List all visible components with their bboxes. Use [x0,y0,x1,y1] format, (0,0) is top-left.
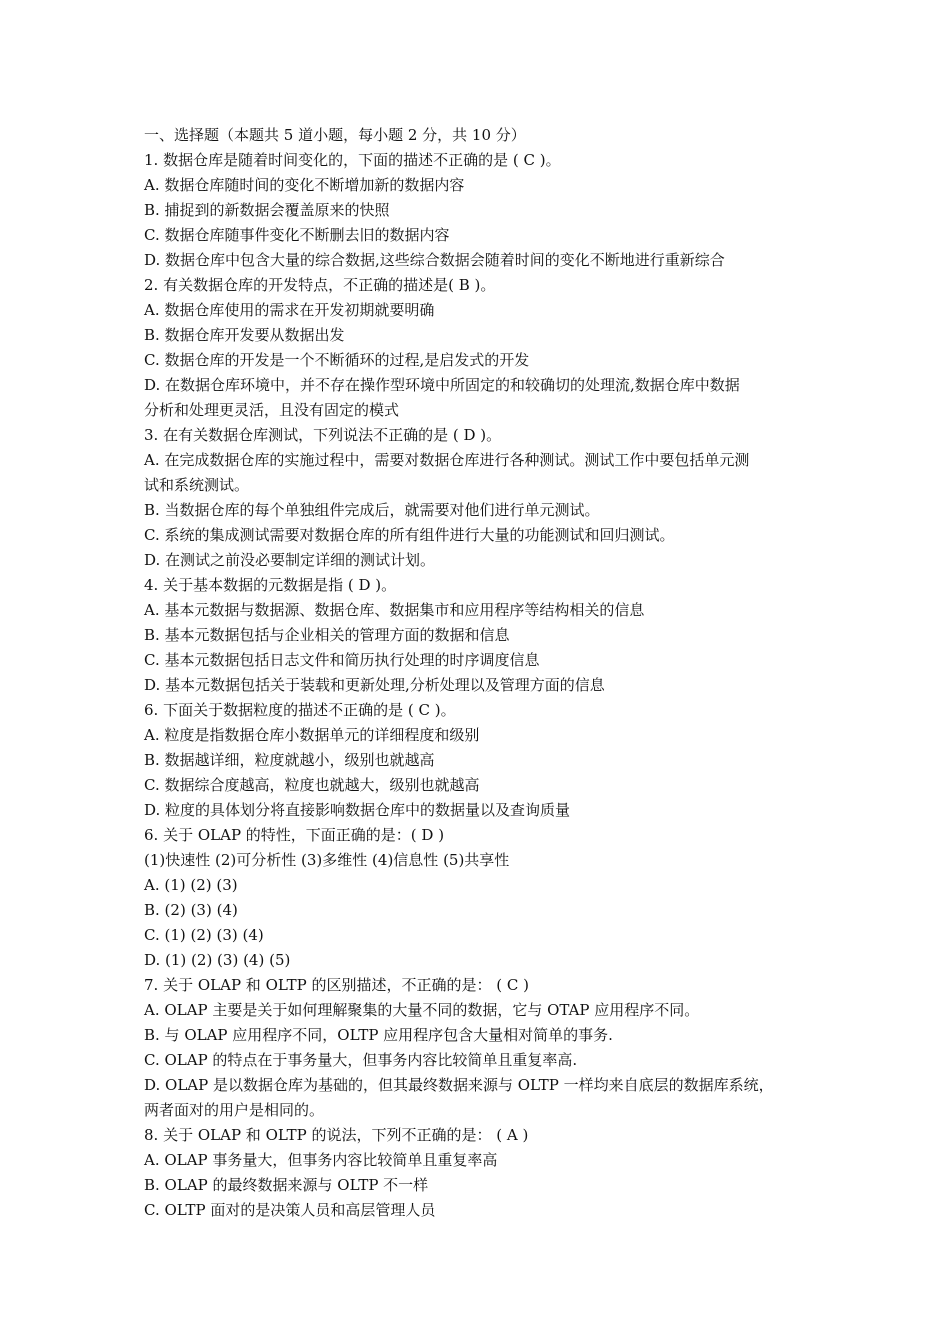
text-line: 分析和处理更灵活，且没有固定的模式 [144,401,400,419]
text-line: (1)快速性 (2)可分析性 (3)多维性 (4)信息性 (5)共享性 [144,851,510,869]
text-line: A. 数据仓库使用的需求在开发初期就要明确 [144,301,435,319]
text-line: C. 系统的集成测试需要对数据仓库的所有组件进行大量的功能测试和回归测试。 [144,526,675,544]
text-line: 1. 数据仓库是随着时间变化的，下面的描述不正确的是 ( C )。 [144,151,561,169]
text-line: 试和系统测试。 [144,476,250,494]
text-line: B. 当数据仓库的每个单独组件完成后，就需要对他们进行单元测试。 [144,501,600,519]
text-line: A. 基本元数据与数据源、数据仓库、数据集市和应用程序等结构相关的信息 [144,601,645,619]
text-line: A. 数据仓库随时间的变化不断增加新的数据内容 [144,176,465,194]
text-line: A. 粒度是指数据仓库小数据单元的详细程度和级别 [144,726,480,744]
text-line: 6. 关于 OLAP 的特性，下面正确的是：( D ) [144,826,445,844]
text-line: D. 数据仓库中包含大量的综合数据,这些综合数据会随着时间的变化不断地进行重新综合 [144,251,725,269]
text-line: B. (2) (3) (4) [144,901,238,919]
text-line: D. 在数据仓库环境中，并不存在操作型环境中所固定的和较确切的处理流,数据仓库中数据 [144,376,740,394]
text-line: B. 数据仓库开发要从数据出发 [144,326,345,344]
text-line: B. 基本元数据包括与企业相关的管理方面的数据和信息 [144,626,510,644]
text-line: D. 在测试之前没必要制定详细的测试计划。 [144,551,436,569]
text-line: 3. 在有关数据仓库测试，下列说法不正确的是 ( D )。 [144,426,502,444]
text-line: D. OLAP 是以数据仓库为基础的，但其最终数据来源与 OLTP 一样均来自底层的数据库系统， [144,1076,774,1094]
text-line: C. 基本元数据包括日志文件和简历执行处理的时序调度信息 [144,651,540,669]
text-line: C. OLAP 的特点在于事务量大，但事务内容比较简单且重复率高. [144,1051,578,1069]
text-line: 8. 关于 OLAP 和 OLTP 的说法，下列不正确的是： ( A ) [144,1126,529,1144]
text-line: A. OLAP 主要是关于如何理解聚集的大量不同的数据，它与 OTAP 应用程序不同。 [144,1001,700,1019]
text-line: 一、选择题（本题共 5 道小题，每小题 2 分，共 10 分） [144,126,526,144]
text-line: C. 数据综合度越高，粒度也就越大，级别也就越高 [144,776,480,794]
text-line: B. 数据越详细，粒度就越小，级别也就越高 [144,751,435,769]
text-line: D. 粒度的具体划分将直接影响数据仓库中的数据量以及查询质量 [144,801,571,819]
text-line: 两者面对的用户是相同的。 [144,1101,325,1119]
text-line: B. 捕捉到的新数据会覆盖原来的快照 [144,201,390,219]
text-line: C. 数据仓库的开发是一个不断循环的过程,是启发式的开发 [144,351,530,369]
text-line: 6. 下面关于数据粒度的描述不正确的是 ( C )。 [144,701,456,719]
text-line: D. 基本元数据包括关于装载和更新处理,分析处理以及管理方面的信息 [144,676,605,694]
text-line: 7. 关于 OLAP 和 OLTP 的区别描述，不正确的是： ( C ) [144,976,529,994]
text-line: C. (1) (2) (3) (4) [144,926,264,944]
text-line: A. 在完成数据仓库的实施过程中，需要对数据仓库进行各种测试。测试工作中要包括单元测 [144,451,750,469]
text-line: B. OLAP 的最终数据来源与 OLTP 不一样 [144,1176,429,1194]
document-body [144,123,824,1223]
text-line: C. OLTP 面对的是决策人员和高层管理人员 [144,1201,436,1219]
text-line: B. 与 OLAP 应用程序不同，OLTP 应用程序包含大量相对简单的事务. [144,1026,613,1044]
text-line: A. OLAP 事务量大，但事务内容比较简单且重复率高 [144,1151,498,1169]
text-line: C. 数据仓库随事件变化不断删去旧的数据内容 [144,226,450,244]
text-line: A. (1) (2) (3) [144,876,238,894]
text-line: 4. 关于基本数据的元数据是指 ( D )。 [144,576,397,594]
text-line: D. (1) (2) (3) (4) (5) [144,951,291,969]
text-line: 2. 有关数据仓库的开发特点，不正确的描述是( B )。 [144,276,496,294]
